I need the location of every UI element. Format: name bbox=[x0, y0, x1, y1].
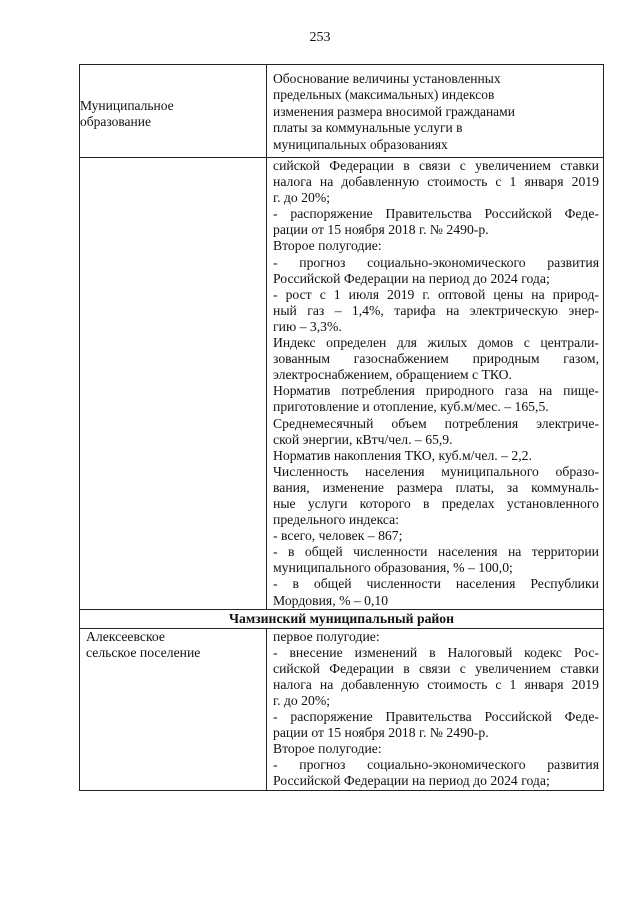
text-line: зованным газоснабжением природным газом, bbox=[273, 351, 599, 367]
header-justification bbox=[267, 65, 604, 158]
text-line: налога на добавленную стоимость с 1 января 2019 bbox=[273, 174, 599, 190]
page-number: 253 bbox=[309, 30, 331, 45]
text-line: - всего, человек – 867; bbox=[273, 528, 403, 544]
text-line: - распоряжение Правительства Российской Феде- bbox=[273, 709, 599, 725]
header-line: Обоснование величины установленных bbox=[273, 71, 501, 86]
text-line: Среднемесячный объем потребления электриче- bbox=[273, 415, 599, 431]
text-line: - прогноз социально-экономического развития bbox=[273, 254, 599, 270]
text-line: г. до 20%; bbox=[273, 693, 331, 708]
text-line: - внесение изменений в Налоговый кодекс Рос- bbox=[273, 644, 599, 660]
text-line: рации от 15 ноября 2018 г. № 2490-р. bbox=[273, 222, 489, 238]
text-line: вания, изменение размера платы, за коммуналь- bbox=[273, 479, 599, 495]
text-line: первое полугодие: bbox=[273, 628, 380, 644]
text-line: приготовление и отопление, куб.м/мес. – 165,5. bbox=[273, 399, 549, 415]
text-line: - распоряжение Правительства Российской Феде- bbox=[273, 206, 599, 222]
text-line: сийской Федерации в связи с увеличением ставки bbox=[273, 158, 599, 173]
text-line: сийской Федерации в связи с увеличением ставки bbox=[273, 660, 599, 676]
header-municipality bbox=[80, 65, 267, 158]
municipality-name-line: сельское поселение bbox=[86, 644, 201, 660]
text-line: Численность населения муниципального образо- bbox=[273, 463, 599, 479]
text-line: налога на добавленную стоимость с 1 января 2019 bbox=[273, 676, 599, 692]
text-line: муниципального образования, % – 100,0; bbox=[273, 560, 513, 576]
text-line: - в общей численности населения Республики bbox=[273, 576, 599, 592]
text-line: рации от 15 ноября 2018 г. № 2490-р. bbox=[273, 725, 489, 741]
table-row bbox=[80, 158, 604, 610]
header-line: платы за коммунальные услуги в bbox=[273, 120, 463, 136]
text-line: Второе полугодие: bbox=[273, 238, 382, 254]
text-line: - прогноз социально-экономического развития bbox=[273, 757, 599, 773]
text-line: г. до 20%; bbox=[273, 190, 331, 206]
header-line: муниципальных образованиях bbox=[273, 136, 448, 152]
text-line: Норматив потребления природного газа на пище- bbox=[273, 383, 599, 399]
text-line: - в общей численности населения на территории bbox=[273, 544, 599, 560]
table-row bbox=[80, 628, 604, 790]
text-line: Мордовия, % – 0,10 bbox=[273, 592, 389, 608]
header-line: изменения размера вносимой гражданами bbox=[273, 103, 515, 119]
text-line: Второе полугодие: bbox=[273, 741, 382, 757]
text-line: - рост с 1 июля 2019 г. оптовой цены на природ- bbox=[273, 286, 599, 302]
justification-table bbox=[79, 64, 604, 791]
justification-cell bbox=[267, 628, 604, 790]
text-line: Норматив накопления ТКО, куб.м/чел. – 2,2. bbox=[273, 447, 532, 463]
text-line: ской энергии, кВтч/чел. – 65,9. bbox=[273, 431, 453, 447]
text-line: Российской Федерации на период до 2024 года; bbox=[273, 773, 550, 789]
table-header-row bbox=[80, 65, 604, 158]
section-row bbox=[80, 609, 604, 628]
text-line: Российской Федерации на период до 2024 года; bbox=[273, 270, 550, 286]
text-line: Индекс определен для жилых домов с централи- bbox=[273, 335, 599, 351]
text-line: ный газ – 1,4%, тарифа на электрическую энер- bbox=[273, 302, 599, 318]
header-line: Муниципальное bbox=[80, 97, 174, 113]
justification-cell bbox=[267, 158, 604, 610]
text-line: электроснабжением, обращением с ТКО. bbox=[273, 367, 512, 383]
municipality-cell-empty bbox=[80, 158, 267, 610]
text-line: предельного индекса: bbox=[273, 512, 400, 528]
text-line: ные услуги которого в пределах установленного bbox=[273, 495, 599, 511]
text-line: гию – 3,3%. bbox=[273, 318, 342, 334]
header-line: предельных (максимальных) индексов bbox=[273, 87, 495, 103]
municipality-cell bbox=[80, 628, 267, 790]
header-line: образование bbox=[80, 114, 151, 129]
municipality-name-line: Алексеевское bbox=[86, 628, 165, 644]
section-title: Чамзинский муниципальный район bbox=[80, 609, 604, 628]
